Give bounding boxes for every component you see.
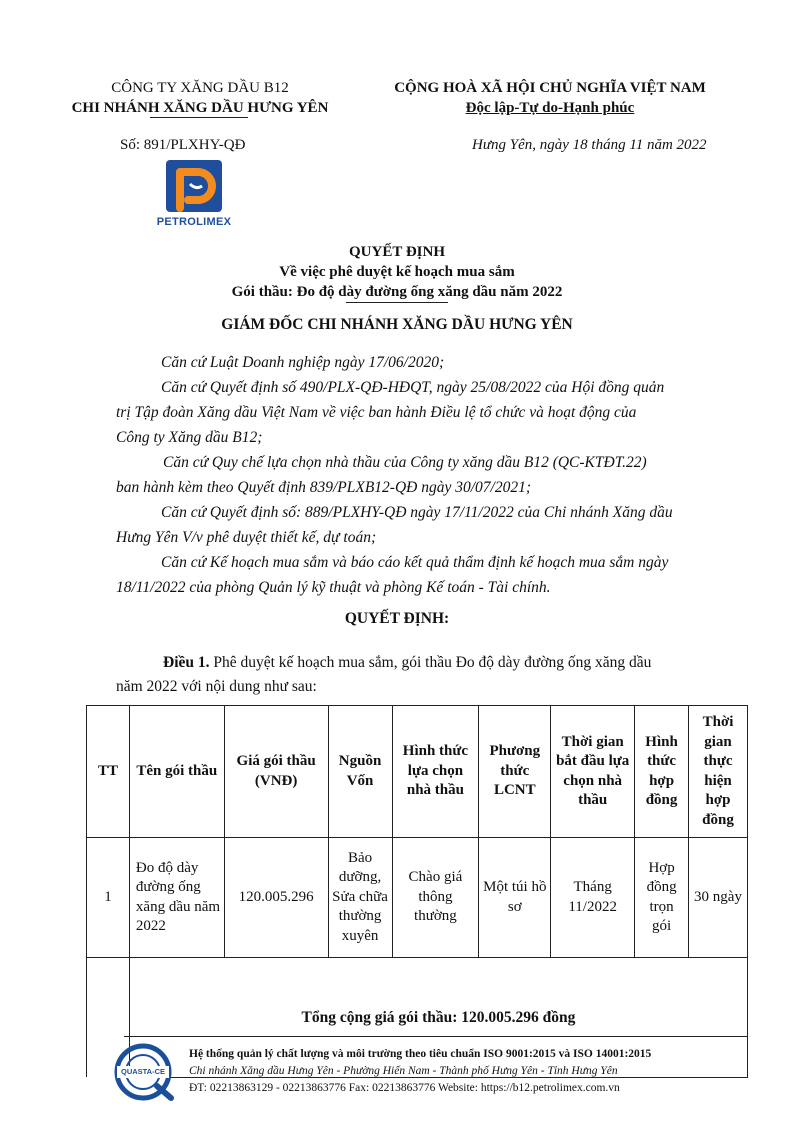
header-cell: Hình thức lựa chọn nhà thầu [392, 706, 479, 838]
table-cell: Chào giá thông thường [392, 838, 479, 958]
ground-line-5: Căn cứ Quy chế lựa chọn nhà thầu của Công ty xăng dầu B12 (QC-KTĐT.22) [163, 454, 647, 471]
article-1-line-2: năm 2022 với nội dung như sau: [116, 678, 317, 695]
table-cell: Đo độ dày đường ống xăng dầu năm 2022 [129, 838, 224, 958]
ground-line-9: Căn cứ Kế hoạch mua sắm và báo cáo kết quả thẩm định kế hoạch mua sắm ngày [161, 554, 669, 571]
title-underline [346, 302, 448, 303]
header-cell: TT [87, 706, 130, 838]
table-row [87, 838, 748, 958]
petrolimex-logo-text: PETROLIMEX [156, 216, 232, 228]
header-cell: Giá gói thầu (VNĐ) [224, 706, 328, 838]
decision-title: QUYẾT ĐỊNH [349, 244, 445, 260]
quasta-logo-text: QUASTA-CE [120, 1067, 166, 1076]
ground-line-3: trị Tập đoàn Xăng dầu Việt Nam về việc ban hành Điều lệ tổ chức và hoạt động của [116, 404, 637, 421]
total-price: Tổng cộng giá gói thầu: 120.005.296 đồng [129, 958, 747, 1078]
header-cell: Hình thức hợp đồng [635, 706, 689, 838]
footer-address: Chi nhánh Xăng dầu Hưng Yên - Phường Hiến Nam - Thành phố Hưng Yên - Tỉnh Hưng Yên [189, 1065, 618, 1077]
motto-text: Độc lập-Tự do-Hạnh phúc [465, 100, 635, 116]
table-cell: Bảo dưỡng, Sửa chữa thường xuyên [328, 838, 392, 958]
footer-divider [124, 1036, 748, 1037]
branch-name [40, 98, 360, 118]
header-cell: Nguồn Vốn [328, 706, 392, 838]
ground-line-10: 18/11/2022 của phòng Quản lý kỹ thuật và phòng Kế toán - Tài chính. [116, 579, 551, 596]
table-cell: Hợp đồng trọn gói [635, 838, 689, 958]
header-cell: Thời gian thực hiện hợp đồng [689, 706, 748, 838]
decision-heading: QUYẾT ĐỊNH: [344, 610, 450, 627]
package-title: Gói thầu: Đo độ dày đường ống xăng dầu năm 2022 [231, 284, 563, 300]
company-name: CÔNG TY XĂNG DẦU B12 [111, 80, 289, 96]
place-date: Hưng Yên, ngày 18 tháng 11 năm 2022 [472, 137, 707, 153]
header-cell: Tên gói thầu [129, 706, 224, 838]
table-cell: 120.005.296 [224, 838, 328, 958]
national-motto [350, 98, 750, 118]
table-cell: 30 ngày [689, 838, 748, 958]
ground-line-6: ban hành kèm theo Quyết định 839/PLXB12-QĐ ngày 30/07/2021; [116, 479, 531, 496]
ground-line-8: Hưng Yên V/v phê duyệt thiết kế, dự toán; [116, 529, 377, 546]
table-cell: Một túi hồ sơ [479, 838, 551, 958]
header-cell: Thời gian bắt đầu lựa chọn nhà thầu [551, 706, 635, 838]
branch-underline [150, 117, 248, 118]
article-label: Điều 1. [163, 654, 210, 671]
ground-line-7: Căn cứ Quyết định số: 889/PLXHY-QĐ ngày 17/11/2022 của Chi nhánh Xăng dầu [161, 504, 673, 521]
document-number: Số: 891/PLXHY-QĐ [120, 137, 246, 153]
header-cell: Phương thức LCNT [479, 706, 551, 838]
table-cell: 1 [87, 838, 130, 958]
branch-name-text: CHI NHÁNH XĂNG DẦU HƯNG YÊN [71, 100, 329, 116]
issuing-authority: GIÁM ĐỐC CHI NHÁNH XĂNG DẦU HƯNG YÊN [221, 316, 573, 333]
ground-line-2: Căn cứ Quyết định số 490/PLX-QĐ-HĐQT, ngày 25/08/2022 của Hội đồng quản [161, 379, 665, 396]
article-1-line-1 [163, 654, 651, 672]
decision-subtitle: Về việc phê duyệt kế hoạch mua sắm [279, 264, 515, 280]
petrolimex-logo [150, 158, 238, 234]
footer-iso-line: Hệ thống quản lý chất lượng và môi trường theo tiêu chuẩn ISO 9001:2015 và ISO 14001:2015 [189, 1048, 652, 1060]
procurement-plan-table [86, 705, 748, 1078]
table-header-row [87, 706, 748, 838]
footer-contact: ĐT: 02213863129 - 02213863776 Fax: 02213863776 Website: https://b12.petrolimex.com.vn [189, 1082, 620, 1094]
ground-line-1: Căn cứ Luật Doanh nghiệp ngày 17/06/2020; [161, 354, 445, 371]
quasta-logo [113, 1042, 181, 1102]
country-name: CỘNG HOÀ XÃ HỘI CHỦ NGHĨA VIỆT NAM [394, 80, 706, 96]
ground-line-4: Công ty Xăng dầu B12; [116, 429, 263, 446]
table-cell: Tháng 11/2022 [551, 838, 635, 958]
article-text: Phê duyệt kế hoạch mua sắm, gói thầu Đo độ dày đường ống xăng dầu [209, 654, 652, 671]
